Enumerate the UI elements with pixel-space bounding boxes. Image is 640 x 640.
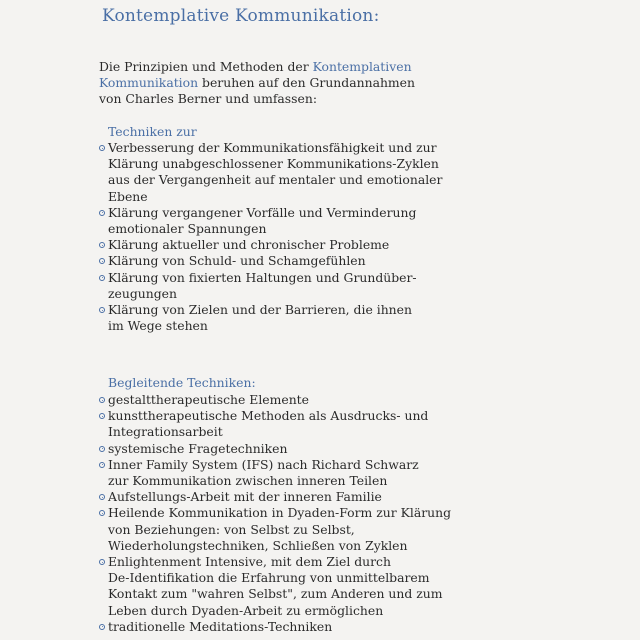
list-item xyxy=(99,619,429,635)
list-item-line: emotionaler Spannungen xyxy=(108,221,267,237)
bullet-icon xyxy=(99,624,105,630)
list-item-line: gestalttherapeutische Elemente xyxy=(108,392,309,407)
bullet-icon xyxy=(99,559,105,565)
bullet-icon xyxy=(99,510,105,516)
intro-highlight: Kontemplativen xyxy=(312,59,412,74)
intro-highlight: Kommunikation xyxy=(99,75,199,90)
list-item-line: Heilende Kommunikation in Dyaden-Form zur Klärung xyxy=(108,505,452,521)
accompanying-list xyxy=(99,392,452,635)
list-item-line: aus der Vergangenheit auf mentaler und emotionaler xyxy=(108,172,443,188)
list-item-line: Inner Family System (IFS) nach Richard Schwarz xyxy=(108,456,419,472)
list-item-line: Ebene xyxy=(108,188,148,204)
list-item xyxy=(99,554,443,619)
list-item xyxy=(99,408,429,440)
list-item xyxy=(99,392,429,408)
list-item-line: Klärung von Zielen und der Barrieren, die ihnen xyxy=(108,302,412,318)
list-item-line: traditionelle Meditations-Techniken xyxy=(108,618,333,634)
intro-text: beruhen auf den Grundannahmen xyxy=(198,75,415,90)
bullet-icon xyxy=(99,413,105,419)
bullet-icon xyxy=(99,145,105,151)
intro-text: Die Prinzipien und Methoden der xyxy=(99,59,313,74)
list-item-line: Klärung aktueller und chronischer Probleme xyxy=(108,237,390,253)
list-item-line: zeugungen xyxy=(108,285,177,301)
list-item-line: Klärung von fixierten Haltungen und Grundüber- xyxy=(108,269,417,285)
list-item-line: von Beziehungen: von Selbst zu Selbst, xyxy=(108,521,355,537)
list-item-line: kunsttherapeutische Methoden als Ausdrucks- und xyxy=(108,408,429,424)
page-title: Kontemplative Kommunikation: xyxy=(102,6,380,26)
list-item-line: Klärung von Schuld- und Schamgefühlen xyxy=(108,253,366,269)
list-item xyxy=(99,253,429,269)
intro-paragraph xyxy=(99,59,439,107)
list-item-line: Integrationsarbeit xyxy=(108,424,223,440)
list-item-line: Aufstellungs-Arbeit mit der inneren Familie xyxy=(108,489,382,505)
bullet-icon xyxy=(99,397,105,403)
list-item-line: im Wege stehen xyxy=(108,318,208,334)
list-item xyxy=(99,302,429,334)
list-item xyxy=(99,489,429,505)
intro-line-2 xyxy=(99,75,439,91)
bullet-icon xyxy=(99,307,105,313)
bullet-icon xyxy=(99,275,105,281)
list-item-line: zur Kommunikation zwischen inneren Teilen xyxy=(108,473,388,489)
list-item xyxy=(99,441,429,457)
bullet-icon xyxy=(99,446,105,452)
list-item xyxy=(99,505,452,554)
bullet-icon xyxy=(99,258,105,264)
list-item-line: Leben durch Dyaden-Arbeit zu ermöglichen xyxy=(108,602,384,618)
list-item xyxy=(99,457,429,489)
list-item-line: Klärung unabgeschlossener Kommunikations-Zyklen xyxy=(108,156,439,172)
bullet-icon xyxy=(99,494,105,500)
list-item xyxy=(99,140,443,205)
list-item-line: Klärung vergangener Vorfälle und Verminderung xyxy=(108,204,417,220)
intro-line-1 xyxy=(99,59,439,75)
techniques-heading: Techniken zur xyxy=(108,124,197,139)
bullet-icon xyxy=(99,462,105,468)
list-item xyxy=(99,270,429,302)
list-item-line: Verbesserung der Kommunikationsfähigkeit und zur xyxy=(108,140,437,155)
bullet-icon xyxy=(99,210,105,216)
list-item xyxy=(99,205,429,237)
techniques-list xyxy=(99,140,443,334)
list-item-line: De-Identifikation die Erfahrung von unmittelbarem xyxy=(108,570,430,586)
intro-line-3: von Charles Berner und umfassen: xyxy=(99,91,318,106)
list-item-line: Enlightenment Intensive, mit dem Ziel durch xyxy=(108,554,391,570)
accompanying-heading: Begleitende Techniken: xyxy=(108,375,256,390)
list-item xyxy=(99,237,429,253)
list-item-line: Wiederholungstechniken, Schließen von Zyklen xyxy=(108,537,408,553)
list-item-line: Kontakt zum "wahren Selbst", zum Anderen und zum xyxy=(108,586,443,602)
list-item-line: systemische Fragetechniken xyxy=(108,440,288,456)
bullet-icon xyxy=(99,242,105,248)
